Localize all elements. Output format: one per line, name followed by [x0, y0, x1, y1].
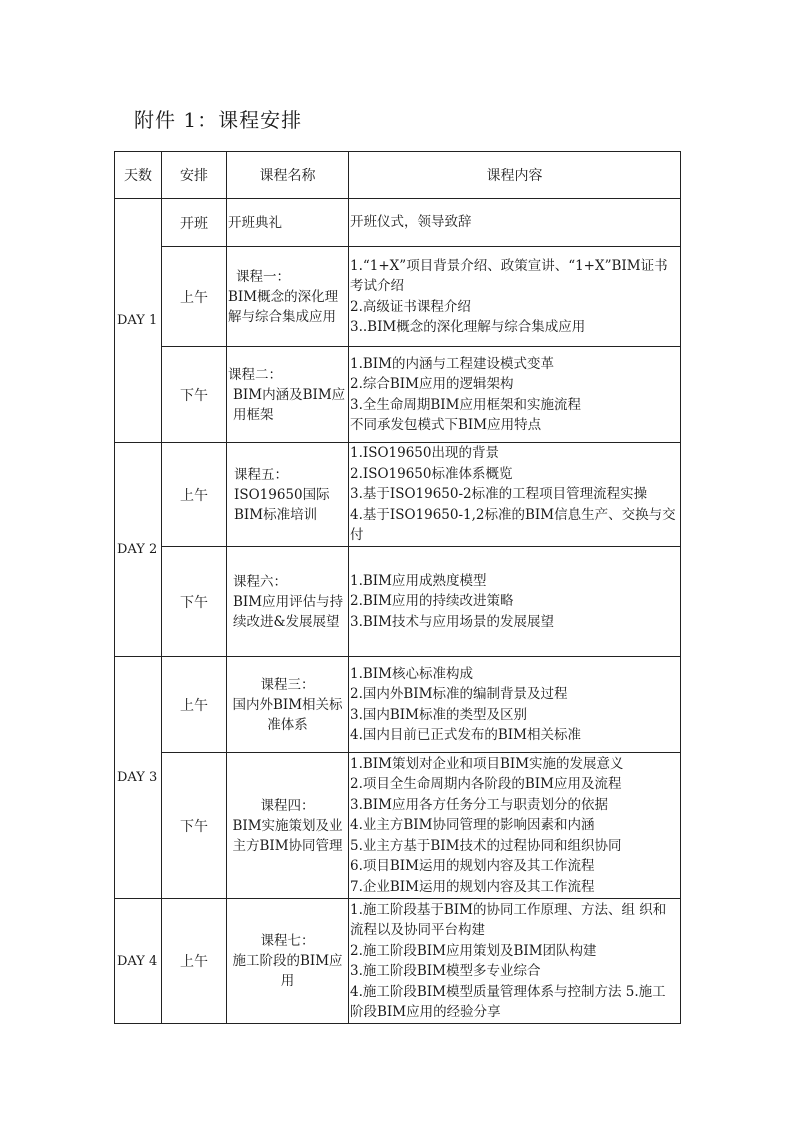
table-row [115, 199, 681, 247]
content-item: 6.项目BIM运用的规划内容及其工作流程 [350, 858, 595, 875]
course-name-cell [227, 247, 349, 347]
course-name-line: 课程一： [236, 268, 290, 285]
course-content-cell [349, 657, 681, 753]
course-content-cell [349, 753, 681, 899]
content-item: 3.BIM应用各方任务分工与职责划分的依据 [350, 796, 608, 813]
content-item: 2.综合BIM应用的逻辑架构 [350, 376, 514, 392]
slot-cell: 上午 [162, 657, 227, 753]
slot-cell: 上午 [162, 247, 227, 347]
content-item: 7.企业BIM运用的规划内容及其工作流程 [350, 878, 595, 895]
content-item: 3..BIM概念的深化理解与综合集成应用 [350, 319, 586, 335]
content-item: 2.高级证书课程介绍 [350, 298, 471, 315]
course-content-cell [349, 899, 681, 1024]
content-item: 开班仪式，领导致辞 [350, 214, 472, 231]
day-cell: DAY 3 [115, 657, 162, 899]
table-header-row [115, 152, 681, 199]
course-name-line: 课程五： [234, 466, 288, 483]
table-row [115, 753, 681, 899]
slot-cell: 上午 [162, 443, 227, 547]
course-name-cell [227, 547, 349, 657]
content-item: 4.业主方BIM协同管理的影响因素和内涵 [350, 817, 595, 834]
course-content-cell [349, 247, 681, 347]
course-name-line: 课程三： [260, 676, 315, 693]
content-item: 5.业主方基于BIM技术的过程协同和组织协同 [350, 837, 622, 854]
day-cell: DAY 2 [115, 443, 162, 657]
day-cell: DAY 1 [115, 199, 162, 443]
content-item: 2.国内外BIM标准的编制背景及过程 [350, 686, 568, 702]
course-name-line: 施工阶段的BIM应用 [232, 953, 343, 989]
slot-cell: 下午 [162, 753, 227, 899]
content-item: 2.BIM应用的持续改进策略 [350, 593, 514, 610]
content-item: 3.施工阶段BIM模型多专业综合 [350, 963, 541, 979]
content-item: 1.BIM策划对企业和项目BIM实施的发展意义 [350, 755, 624, 772]
course-schedule-table [114, 151, 681, 1024]
course-name-line: 国内外BIM相关标准体系 [232, 696, 343, 733]
course-name-line: 开班典礼 [228, 214, 282, 231]
course-name-cell [227, 347, 349, 443]
course-name-cell [227, 899, 349, 1024]
header-course-name: 课程名称 [227, 152, 349, 199]
course-name-line: 课程六： [233, 573, 287, 590]
header-day: 天数 [115, 152, 162, 199]
content-item: 4.国内目前已正式发布的BIM相关标准 [350, 727, 581, 743]
content-item: 2.ISO19650标准体系概览 [350, 465, 513, 482]
course-content-cell [349, 347, 681, 443]
course-name-line: 课程四： [260, 797, 315, 814]
course-content-cell [349, 443, 681, 547]
content-item: 3.全生命周期BIM应用框架和实施流程 [350, 396, 581, 413]
table-row [115, 899, 681, 1024]
slot-cell: 上午 [162, 899, 227, 1024]
content-item: 1.BIM核心标准构成 [350, 665, 473, 682]
course-name-cell [227, 753, 349, 899]
content-item: 4.基于ISO19650-1,2标准的BIM信息生产、交换与交付 [350, 506, 676, 544]
table-row [115, 657, 681, 753]
course-name-line: BIM应用评估与持续改进&发展展望 [233, 593, 344, 630]
content-item: 不同承发包模式下BIM应用特点 [350, 417, 542, 433]
course-content-cell [349, 547, 681, 657]
table-row [115, 443, 681, 547]
table-row [115, 547, 681, 657]
content-item: 3.基于ISO19650-2标准的工程项目管理流程实操 [350, 486, 648, 503]
course-name-line: 课程七： [260, 933, 315, 949]
course-name-cell [227, 657, 349, 753]
content-item: 1.“1+X”项目背景介绍、政策宣讲、“1+X”BIM证书考试介绍 [350, 257, 668, 294]
content-item: 1.ISO19650出现的背景 [350, 445, 499, 462]
course-name-line: BIM实施策划及业主方BIM协同管理 [232, 817, 343, 854]
slot-cell: 开班 [162, 199, 227, 247]
course-name-line: BIM概念的深化理解与综合集成应用 [228, 288, 339, 325]
content-item: 1.BIM应用成熟度模型 [350, 572, 487, 589]
content-item: 3.国内BIM标准的类型及区别 [350, 706, 527, 723]
content-item: 2.项目全生命周期内各阶段的BIM应用及流程 [350, 776, 622, 793]
content-item: 4.施工阶段BIM模型质量管理体系与控制方法 5.施工阶段BIM应用的经验分享 [350, 983, 666, 1020]
course-name-cell [227, 199, 349, 247]
header-course-content: 课程内容 [349, 152, 681, 199]
page-title: 附件 1：课程安排 [134, 108, 303, 132]
content-item: 2.施工阶段BIM应用策划及BIM团队构建 [350, 942, 597, 959]
content-item: 1.BIM的内涵与工程建设模式变革 [350, 355, 554, 372]
slot-cell: 下午 [162, 547, 227, 657]
course-content-cell [349, 199, 681, 247]
table-row [115, 347, 681, 443]
day-cell: DAY 4 [115, 899, 162, 1024]
header-slot: 安排 [162, 152, 227, 199]
table-row [115, 247, 681, 347]
content-item: 1.施工阶段基于BIM的协同工作原理、方法、组 织和流程以及协同平台构建 [350, 901, 667, 938]
course-name-line: ISO19650国际BIM标准培训 [234, 486, 330, 523]
course-name-line: 课程二： [228, 366, 282, 383]
course-name-cell [227, 443, 349, 547]
slot-cell: 下午 [162, 347, 227, 443]
content-item: 3.BIM技术与应用场景的发展展望 [350, 613, 554, 630]
course-name-line: BIM内涵及BIM应用框架 [233, 386, 346, 423]
